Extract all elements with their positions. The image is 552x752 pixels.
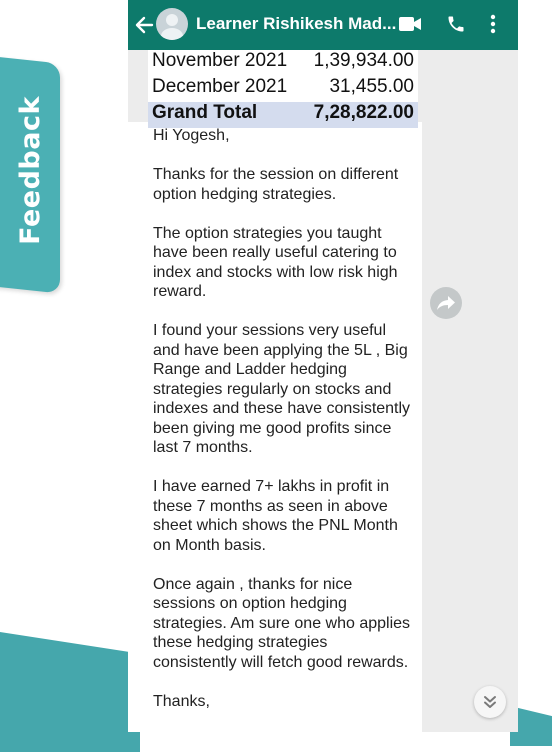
video-call-icon[interactable] [399, 16, 421, 32]
chat-screenshot [128, 0, 518, 732]
message-closing: Thanks, [153, 692, 210, 710]
message-greeting: Hi Yogesh, [153, 127, 230, 144]
back-arrow-icon[interactable] [134, 13, 154, 37]
pnl-sheet-image[interactable] [148, 50, 418, 122]
message-paragraph: Once again , thanks for nice sessions on option hedging strategies. Am sure one who applies these hedging strategies consistently will fetch good rewards. [153, 575, 411, 671]
avatar-body [161, 28, 183, 40]
contact-name[interactable]: Learner Rishikesh Mad... [196, 14, 397, 33]
sheet-row [148, 50, 418, 76]
chat-header [128, 0, 518, 50]
scroll-to-bottom-button[interactable] [474, 686, 506, 718]
forward-button[interactable] [430, 287, 462, 319]
more-vert-icon[interactable] [490, 14, 496, 34]
sheet-row [148, 76, 418, 102]
sheet-month: November 2021 [152, 50, 288, 71]
feedback-tab-label-wrap[interactable] [8, 80, 52, 260]
sheet-total-row [148, 102, 418, 128]
message-paragraph: I have earned 7+ lakhs in profit in these 7 months as seen in above sheet which shows the PNL Month on Month basis. [153, 478, 398, 554]
sheet-month: December 2021 [152, 76, 288, 97]
message-text [153, 126, 415, 731]
phone-icon[interactable] [446, 14, 466, 34]
sheet-total-label: Grand Total [152, 102, 258, 123]
decorative-shape-bottom-left [0, 632, 140, 752]
feedback-tab-label[interactable]: Feedback [14, 95, 46, 245]
double-chevron-down-icon [474, 686, 506, 718]
message-paragraph: The option strategies you taught have been really useful catering to index and stocks with low risk high reward. [153, 224, 398, 300]
sheet-value: 1,39,934.00 [313, 50, 414, 71]
sheet-total-value: 7,28,822.00 [313, 102, 414, 123]
message-paragraph: Thanks for the session on different option hedging strategies. [153, 166, 399, 203]
avatar-head [166, 14, 178, 26]
sheet-value: 31,455.00 [329, 76, 414, 97]
forward-icon [430, 287, 462, 319]
message-paragraph: I found your sessions very useful and have been applying the 5L , Big Range and Ladder hedging strategies regularly on stocks and indexes and these have consistently been giving me good profits since last 7 months. [153, 322, 411, 456]
avatar-icon[interactable] [156, 8, 188, 40]
